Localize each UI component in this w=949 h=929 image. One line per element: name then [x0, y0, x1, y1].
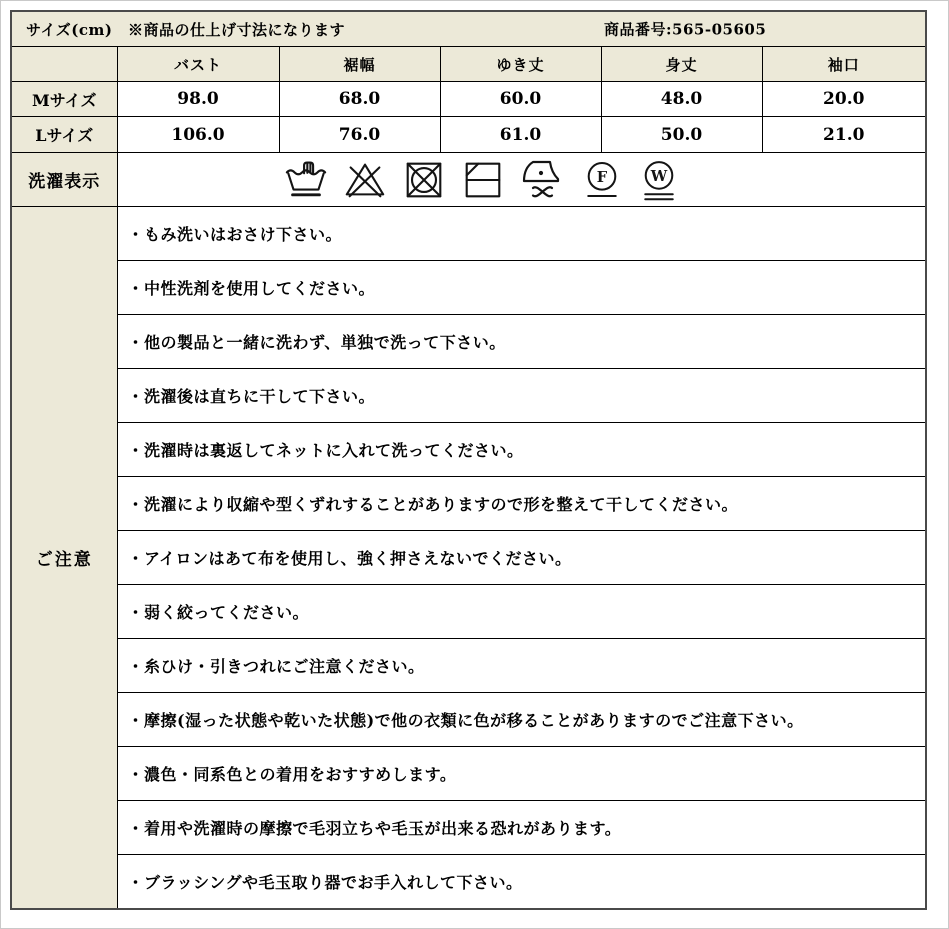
note-item: ・ブラッシングや毛玉取り器でお手入れして下さい。: [117, 855, 926, 910]
sheet-header: [11, 11, 926, 47]
row-label-m: Mサイズ: [11, 82, 117, 117]
care-symbols-group: [118, 155, 926, 205]
table-row: [11, 11, 926, 47]
do-not-tumble-dry-icon: [401, 157, 447, 203]
note-item: ・洗濯により収縮や型くずれすることがありますので形を整えて干してください。: [117, 477, 926, 531]
note-item: ・アイロンはあて布を使用し、強く押さえないでください。: [117, 531, 926, 585]
note-item: ・着用や洗濯時の摩擦で毛羽立ちや毛玉が出来る恐れがあります。: [117, 801, 926, 855]
note-item: ・もみ洗いはおさけ下さい。: [117, 207, 926, 261]
table-row-care-symbols: [11, 153, 926, 207]
iron-low-no-steam-icon: [519, 155, 567, 205]
col-header-body-length: 身丈: [601, 47, 762, 82]
size-header-text: サイズ(cm) ※商品の仕上げ寸法になります: [26, 20, 346, 39]
table-row-note: [11, 801, 926, 855]
m-hem-width: 68.0: [279, 82, 440, 117]
corner-cell: [11, 47, 117, 82]
l-bust: 106.0: [117, 117, 279, 153]
col-header-sleeve-length: ゆき丈: [440, 47, 601, 82]
table-row-note: [11, 315, 926, 369]
col-header-cuff: 袖口: [762, 47, 926, 82]
product-number: 商品番号:565-05605: [604, 20, 767, 39]
table-row-note: [11, 693, 926, 747]
care-symbols-label: 洗濯表示: [11, 153, 117, 207]
table-row-size-l: [11, 117, 926, 153]
note-item: ・糸ひけ・引きつれにご注意ください。: [117, 639, 926, 693]
table-row-note: [11, 261, 926, 315]
m-sleeve-length: 60.0: [440, 82, 601, 117]
note-item: ・洗濯後は直ちに干して下さい。: [117, 369, 926, 423]
m-bust: 98.0: [117, 82, 279, 117]
table-row-note: [11, 531, 926, 585]
table-row-note: [11, 423, 926, 477]
note-item: ・中性洗剤を使用してください。: [117, 261, 926, 315]
flat-dry-in-shade-icon: [460, 157, 506, 203]
note-item: ・他の製品と一緒に洗わず、単独で洗って下さい。: [117, 315, 926, 369]
l-cuff: 21.0: [762, 117, 926, 153]
svg-text:F: F: [596, 168, 607, 186]
note-item: ・摩擦(湿った状態や乾いた状態)で他の衣類に色が移ることがありますのでご注意下さい。: [117, 693, 926, 747]
notes-label: ご注意: [11, 207, 117, 910]
row-label-l: Lサイズ: [11, 117, 117, 153]
note-item: ・濃色・同系色との着用をおすすめします。: [117, 747, 926, 801]
size-and-care-table: [10, 10, 927, 910]
note-item: ・弱く絞ってください。: [117, 585, 926, 639]
m-body-length: 48.0: [601, 82, 762, 117]
hand-wash-icon: [283, 157, 329, 203]
col-header-hem-width: 裾幅: [279, 47, 440, 82]
table-row-note: [11, 639, 926, 693]
care-symbols-cell: [117, 153, 926, 207]
m-cuff: 20.0: [762, 82, 926, 117]
table-row-note: [11, 855, 926, 910]
table-row-size-m: [11, 82, 926, 117]
table-row-note: [11, 747, 926, 801]
note-item: ・洗濯時は裏返してネットに入れて洗ってください。: [117, 423, 926, 477]
l-sleeve-length: 61.0: [440, 117, 601, 153]
table-row: [11, 47, 926, 82]
l-body-length: 50.0: [601, 117, 762, 153]
wet-clean-W-very-gentle-icon: [637, 156, 681, 204]
table-row-note: [11, 477, 926, 531]
table-row-note: [11, 585, 926, 639]
col-header-bust: バスト: [117, 47, 279, 82]
do-not-bleach-icon: [342, 157, 388, 203]
svg-text:W: W: [650, 167, 667, 185]
table-row-note: [11, 207, 926, 261]
l-hem-width: 76.0: [279, 117, 440, 153]
dry-clean-F-gentle-icon: [580, 156, 624, 204]
table-row-note: [11, 369, 926, 423]
